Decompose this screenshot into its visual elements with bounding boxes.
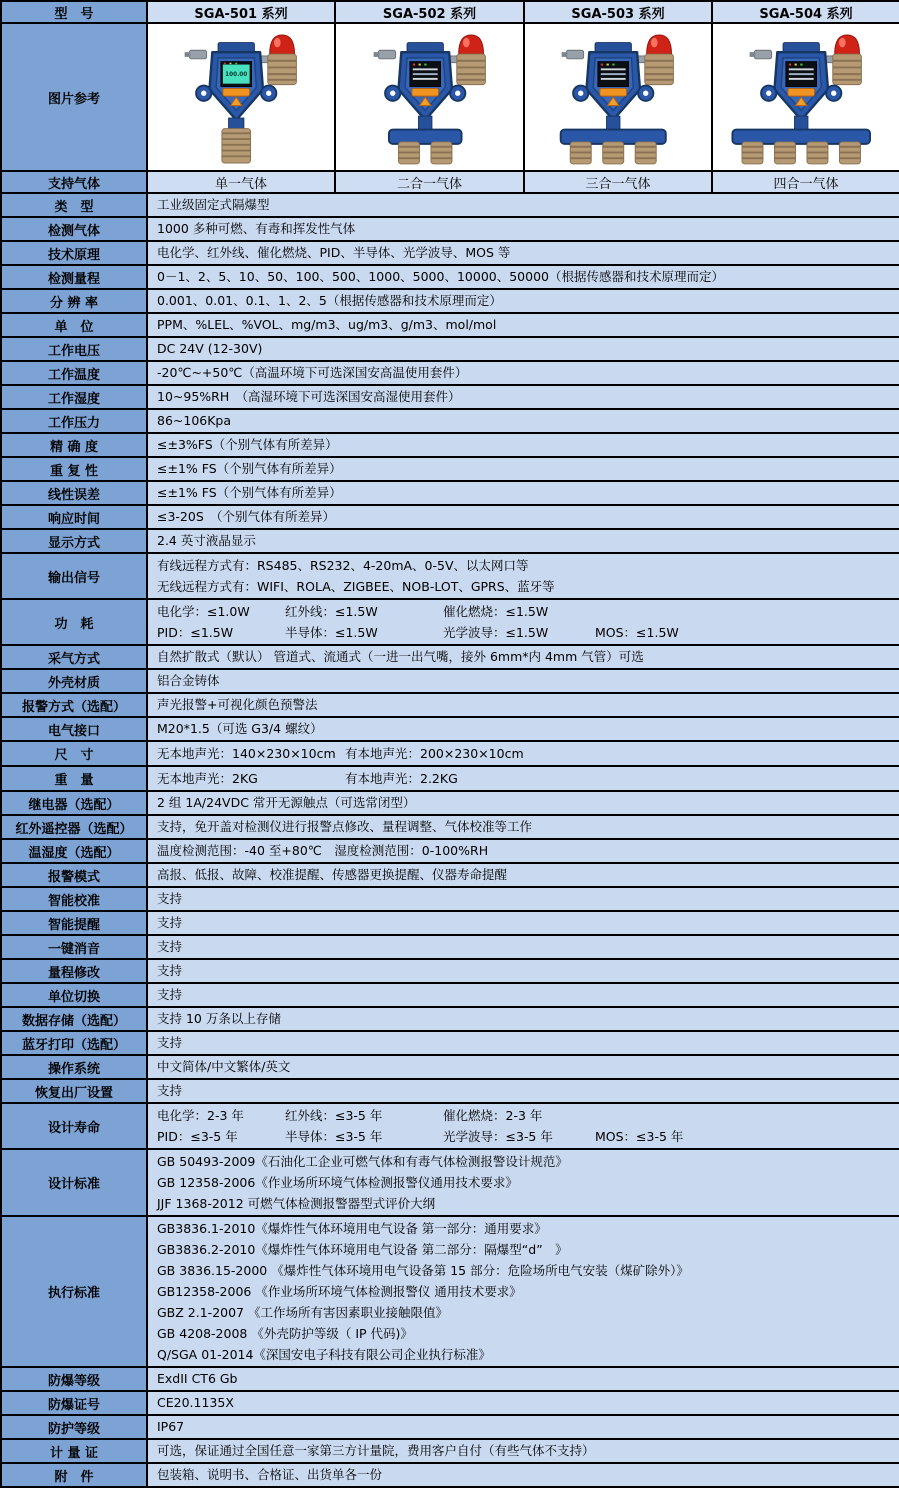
- spec-label: 单位切换: [1, 983, 147, 1007]
- spec-value: 电化学、红外线、催化燃烧、PID、半导体、光学波导、MOS 等: [147, 241, 899, 265]
- detector-body: [385, 43, 465, 120]
- spec-value-line: [157, 622, 895, 643]
- model-header-row: [1, 1, 899, 23]
- spec-label: 输出信号: [1, 553, 147, 599]
- spec-value: 工业级固定式隔爆型: [147, 193, 899, 217]
- spec-label: 量程修改: [1, 959, 147, 983]
- spec-label: 分 辨 率: [1, 289, 147, 313]
- spec-value-line: [157, 743, 895, 764]
- gas-detector-illustration: [720, 29, 892, 167]
- spec-value-line: GB 50493-2009《石油化工企业可燃气体和有毒气体检测报警设计规范》: [157, 1154, 568, 1169]
- spec-value: DC 24V (12-30V): [147, 337, 899, 361]
- spec-label: 外壳材质: [1, 669, 147, 693]
- spec-value: 0－1、2、5、10、50、100、500、1000、5000、10000、50000（根据传感器和技术原理而定）: [147, 265, 899, 289]
- spec-value: IP67: [147, 1415, 899, 1439]
- product-image-cell-1: [147, 23, 335, 171]
- supported-gas-label: 支持气体: [1, 171, 147, 193]
- spec-row-14: [1, 529, 899, 553]
- spec-row-17: [1, 645, 899, 669]
- spec-label: 温湿度（选配）: [1, 839, 147, 863]
- spec-label: 工作压力: [1, 409, 147, 433]
- spec-value-segment: 半导体：≤3-5 年: [285, 1129, 383, 1144]
- spec-value-line: 无线远程方式有：WIFI、ROLA、ZIGBEE、NOB-LOT、GPRS、蓝牙等: [157, 579, 555, 594]
- spec-row-32: [1, 1007, 899, 1031]
- spec-value: 86~106Kpa: [147, 409, 899, 433]
- spec-value: 1000 多种可燃、有毒和挥发性气体: [147, 217, 899, 241]
- spec-value: CE20.1135X: [147, 1391, 899, 1415]
- spec-value: 2 组 1A/24VDC 常开无源触点（可选常闭型）: [147, 791, 899, 815]
- spec-label: 恢复出厂设置: [1, 1079, 147, 1103]
- spec-value: [147, 1216, 899, 1367]
- spec-row-20: [1, 717, 899, 741]
- spec-label: 报警模式: [1, 863, 147, 887]
- spec-row-7: [1, 361, 899, 385]
- spec-label: 响应时间: [1, 505, 147, 529]
- spec-row-25: [1, 839, 899, 863]
- spec-row-8: [1, 385, 899, 409]
- spec-label: 计 量 证: [1, 1439, 147, 1463]
- spec-label: 一键消音: [1, 935, 147, 959]
- spec-row-9: [1, 409, 899, 433]
- spec-value-line: Q/SGA 01-2014《深国安电子科技有限公司企业执行标准》: [157, 1347, 491, 1362]
- spec-value: 声光报警+可视化颜色预警法: [147, 693, 899, 717]
- spec-value-segment: PID：≤3-5 年: [157, 1129, 238, 1144]
- spec-value: ≤±1% FS（个别气体有所差异）: [147, 457, 899, 481]
- spec-value-segment: 电化学：≤1.0W: [157, 604, 250, 619]
- spec-value-segment: 电化学：2-3 年: [157, 1108, 244, 1123]
- supported-gas-value-1: 单一气体: [147, 171, 335, 193]
- spec-value-line: JJF 1368-2012 可燃气体检测报警器型式评价大纲: [157, 1196, 436, 1211]
- spec-value: 支持: [147, 983, 899, 1007]
- spec-value: [147, 599, 899, 645]
- spec-value: [147, 1103, 899, 1149]
- spec-value: ≤±1% FS（个别气体有所差异）: [147, 481, 899, 505]
- spec-row-43: [1, 1463, 899, 1487]
- spec-row-41: [1, 1415, 899, 1439]
- supported-gas-value-3: 三合一气体: [524, 171, 712, 193]
- spec-row-40: [1, 1391, 899, 1415]
- spec-value-segment: 无本地声光：140×230×10cm: [157, 746, 336, 761]
- spec-value: 可选，保证通过全国任意一家第三方计量院，费用客户自付（有些气体不支持）: [147, 1439, 899, 1463]
- cable-gland-icon: [373, 50, 395, 59]
- gas-detector-illustration: [155, 29, 327, 167]
- screen-reading: 100.00: [225, 72, 248, 79]
- spec-label: 技术原理: [1, 241, 147, 265]
- spec-value: ≤3-20S （个别气体有所差异）: [147, 505, 899, 529]
- spec-value: 10~95%RH （高湿环境下可选深国安高湿使用套件）: [147, 385, 899, 409]
- spec-row-38: [1, 1216, 899, 1367]
- cable-gland-icon: [185, 50, 207, 59]
- spec-value-line: GBZ 2.1-2007 《工作场所有害因素职业接触限值》: [157, 1305, 448, 1320]
- spec-row-27: [1, 887, 899, 911]
- spec-row-13: [1, 505, 899, 529]
- spec-value-segment: 红外线：≤3-5 年: [285, 1108, 383, 1123]
- spec-label: 蓝牙打印（选配）: [1, 1031, 147, 1055]
- spec-row-30: [1, 959, 899, 983]
- spec-value-segment: 催化燃烧：≤1.5W: [443, 604, 549, 619]
- spec-row-37: [1, 1149, 899, 1216]
- spec-row-34: [1, 1055, 899, 1079]
- spec-value: 2.4 英寸液晶显示: [147, 529, 899, 553]
- spec-row-1: [1, 217, 899, 241]
- spec-value: ExdII CT6 Gb: [147, 1367, 899, 1391]
- spec-label: 采气方式: [1, 645, 147, 669]
- spec-row-3: [1, 265, 899, 289]
- spec-value: 0.001、0.01、0.1、1、2、5（根据传感器和技术原理而定）: [147, 289, 899, 313]
- spec-row-31: [1, 983, 899, 1007]
- spec-value-segment: 催化燃烧：2-3 年: [443, 1108, 543, 1123]
- spec-row-2: [1, 241, 899, 265]
- spec-row-10: [1, 433, 899, 457]
- spec-value: 支持 10 万条以上存储: [147, 1007, 899, 1031]
- gas-detector-illustration: [532, 29, 704, 167]
- spec-row-21: [1, 741, 899, 766]
- product-image-row: [1, 23, 899, 171]
- gas-detector-illustration: [344, 29, 516, 167]
- spec-row-15: [1, 553, 899, 599]
- spec-value-segment: 半导体：≤1.5W: [285, 625, 378, 640]
- detector-body: [761, 43, 841, 120]
- detector-body: [573, 43, 653, 120]
- spec-value: 支持: [147, 911, 899, 935]
- sensor-probes: [561, 116, 666, 164]
- spec-value-line: GB3836.1-2010《爆炸性气体环境用电气设备 第一部分：通用要求》: [157, 1221, 547, 1236]
- spec-row-28: [1, 911, 899, 935]
- spec-value-line: [157, 1105, 895, 1126]
- cable-gland-icon: [750, 50, 772, 59]
- spec-value: [147, 1149, 899, 1216]
- spec-label: 报警方式（选配）: [1, 693, 147, 717]
- spec-value-line: GB12358-2006 《作业场所环境气体检测报警仪 通用技术要求》: [157, 1284, 522, 1299]
- spec-label: 功 耗: [1, 599, 147, 645]
- spec-row-5: [1, 313, 899, 337]
- spec-row-36: [1, 1103, 899, 1149]
- spec-label: 设计标准: [1, 1149, 147, 1216]
- spec-value-line: [157, 768, 895, 789]
- spec-value: 支持: [147, 935, 899, 959]
- spec-value: M20*1.5（可选 G3/4 螺纹）: [147, 717, 899, 741]
- spec-row-12: [1, 481, 899, 505]
- sensor-probes: [222, 118, 251, 163]
- spec-value: PPM、%LEL、%VOL、mg/m3、ug/m3、g/m3、mol/mol: [147, 313, 899, 337]
- spec-label: 红外遥控器（选配）: [1, 815, 147, 839]
- spec-row-19: [1, 693, 899, 717]
- spec-value-line: GB3836.2-2010《爆炸性气体环境用电气设备 第二部分：隔爆型“d” 》: [157, 1242, 568, 1257]
- column-header-sga-501: SGA-501 系列: [147, 1, 335, 23]
- spec-row-35: [1, 1079, 899, 1103]
- spec-value-line: [157, 1126, 895, 1147]
- sensor-probes: [732, 116, 870, 164]
- spec-row-26: [1, 863, 899, 887]
- product-image-cell-4: [712, 23, 899, 171]
- spec-value-line: 有线远程方式有：RS485、RS232、4-20mA、0-5V、以太网口等: [157, 558, 529, 573]
- spec-value-line: GB 3836.15-2000 《爆炸性气体环境用电气设备第 15 部分：危险场所电气安装（煤矿除外）》: [157, 1263, 689, 1278]
- spec-value: 支持: [147, 1079, 899, 1103]
- spec-label: 检测量程: [1, 265, 147, 289]
- sensor-probes: [388, 116, 461, 164]
- spec-row-11: [1, 457, 899, 481]
- cable-gland-icon: [562, 50, 584, 59]
- spec-row-22: [1, 766, 899, 791]
- spec-value: ≤±3%FS（个别气体有所差异）: [147, 433, 899, 457]
- spec-value-line: [157, 601, 895, 622]
- spec-row-23: [1, 791, 899, 815]
- supported-gas-row: [1, 171, 899, 193]
- product-image-cell-2: [335, 23, 524, 171]
- spec-row-6: [1, 337, 899, 361]
- spec-label: 工作电压: [1, 337, 147, 361]
- model-header-label: 型 号: [1, 1, 147, 23]
- spec-label: 电气接口: [1, 717, 147, 741]
- spec-value-line: GB 4208-2008 《外壳防护等级（ IP 代码)》: [157, 1326, 413, 1341]
- spec-value: 高报、低报、故障、校准提醒、传感器更换提醒、仪器寿命提醒: [147, 863, 899, 887]
- spec-value: [147, 553, 899, 599]
- spec-label: 防爆证号: [1, 1391, 147, 1415]
- spec-value: 支持: [147, 1031, 899, 1055]
- spec-value-segment: 有本地声光：2.2KG: [345, 771, 458, 786]
- spec-value-segment: 无本地声光：2KG: [157, 771, 258, 786]
- column-header-sga-504: SGA-504 系列: [712, 1, 899, 23]
- spec-label: 类 型: [1, 193, 147, 217]
- spec-label: 工作温度: [1, 361, 147, 385]
- spec-label: 设计寿命: [1, 1103, 147, 1149]
- spec-label: 工作湿度: [1, 385, 147, 409]
- spec-value-segment: MOS：≤1.5W: [595, 625, 679, 640]
- spec-label: 重 量: [1, 766, 147, 791]
- spec-row-42: [1, 1439, 899, 1463]
- spec-label: 操作系统: [1, 1055, 147, 1079]
- spec-value-segment: 红外线：≤1.5W: [285, 604, 378, 619]
- spec-table-body: [1, 1, 899, 1487]
- spec-value: [147, 766, 899, 791]
- spec-value-segment: 有本地声光：200×230×10cm: [345, 746, 524, 761]
- spec-value-line: GB 12358-2006《作业场所环境气体检测报警仪通用技术要求》: [157, 1175, 518, 1190]
- spec-value: 温度检测范围：-40 至+80℃ 湿度检测范围：0-100%RH: [147, 839, 899, 863]
- spec-label: 继电器（选配）: [1, 791, 147, 815]
- spec-value-segment: MOS：≤3-5 年: [595, 1129, 684, 1144]
- spec-value-segment: 光学波导：≤1.5W: [443, 625, 549, 640]
- spec-label: 检测气体: [1, 217, 147, 241]
- spec-row-33: [1, 1031, 899, 1055]
- spec-label: 单 位: [1, 313, 147, 337]
- spec-value: 支持: [147, 959, 899, 983]
- spec-label: 显示方式: [1, 529, 147, 553]
- spec-row-18: [1, 669, 899, 693]
- spec-label: 防护等级: [1, 1415, 147, 1439]
- spec-value: 中文简体/中文繁体/英文: [147, 1055, 899, 1079]
- column-header-sga-503: SGA-503 系列: [524, 1, 712, 23]
- spec-label: 附 件: [1, 1463, 147, 1487]
- spec-value-segment: 光学波导：≤3-5 年: [443, 1129, 553, 1144]
- spec-row-29: [1, 935, 899, 959]
- spec-row-16: [1, 599, 899, 645]
- product-image-cell-3: [524, 23, 712, 171]
- spec-label: 防爆等级: [1, 1367, 147, 1391]
- spec-label: 智能提醒: [1, 911, 147, 935]
- spec-value: 包装箱、说明书、合格证、出货单各一份: [147, 1463, 899, 1487]
- supported-gas-value-2: 二合一气体: [335, 171, 524, 193]
- column-header-sga-502: SGA-502 系列: [335, 1, 524, 23]
- device-screen: [223, 63, 250, 84]
- spec-value-segment: PID：≤1.5W: [157, 625, 234, 640]
- spec-value: -20℃~+50℃（高温环境下可选深国安高温使用套件）: [147, 361, 899, 385]
- spec-value: [147, 741, 899, 766]
- spec-label: 数据存储（选配）: [1, 1007, 147, 1031]
- spec-row-39: [1, 1367, 899, 1391]
- spec-label: 精 确 度: [1, 433, 147, 457]
- spec-label: 线性误差: [1, 481, 147, 505]
- spec-label: 重 复 性: [1, 457, 147, 481]
- spec-value: 支持: [147, 887, 899, 911]
- spec-value: 自然扩散式（默认） 管道式、流通式（一进一出气嘴，接外 6mm*内 4mm 气管）可选: [147, 645, 899, 669]
- spec-row-24: [1, 815, 899, 839]
- spec-row-0: [1, 193, 899, 217]
- spec-row-4: [1, 289, 899, 313]
- supported-gas-value-4: 四合一气体: [712, 171, 899, 193]
- spec-value: 铝合金铸体: [147, 669, 899, 693]
- spec-label: 尺 寸: [1, 741, 147, 766]
- spec-label: 执行标准: [1, 1216, 147, 1367]
- image-row-label: 图片参考: [1, 23, 147, 171]
- spec-value: 支持，免开盖对检测仪进行报警点修改、量程调整、气体校准等工作: [147, 815, 899, 839]
- spec-label: 智能校准: [1, 887, 147, 911]
